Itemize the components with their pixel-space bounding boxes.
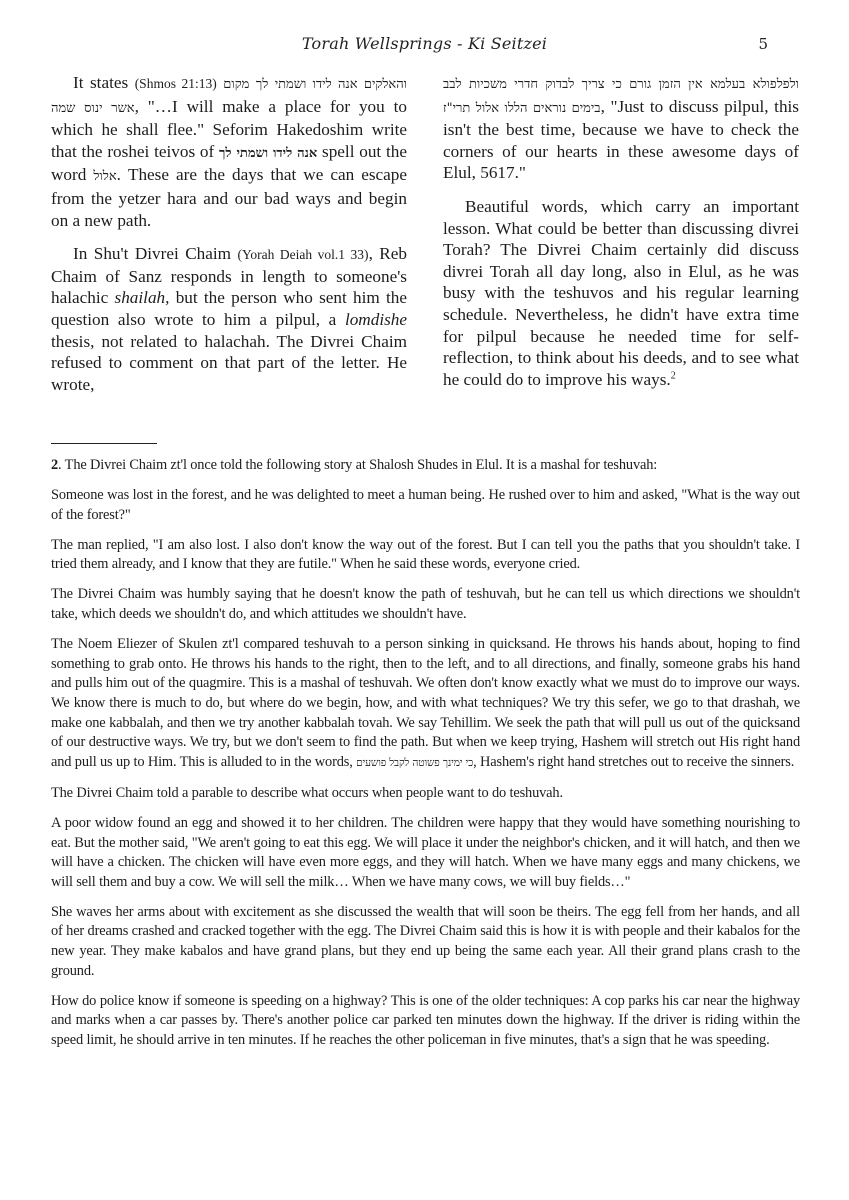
paragraph-beautiful-words bbox=[443, 196, 799, 390]
source-reference: (Yorah Deiah vol.1 33) bbox=[237, 247, 369, 263]
paragraph-text: . These are the days that we can escape from the yetzer hara and our bad ways and begin on a new path. bbox=[51, 165, 408, 230]
footnotes-section bbox=[51, 456, 800, 1061]
right-column bbox=[443, 72, 799, 402]
footnote-text: . The Divrei Chaim zt'l once told the following story at Shalosh Shudes in Elul. It is a mashal for teshuvah: bbox=[58, 457, 658, 473]
hebrew-word: אלול bbox=[93, 169, 117, 185]
footnote-text: The Noem Eliezer of Skulen zt'l compared teshuvah to a person sinking in quicksand. He throws his hands about, hoping to find something to grab onto. He throws his hands to the right, then to the left, and to all directions, and finally, someone grabs his hand and pulls him out of the quagmire. This is a mashal of teshuvah. We often don't know exactly what we must do to improve our ways. We know there is much to do, but where do we begin, how, and with what techniques? We try this sefer, we go to that drashah, we make one kabbalah, and then we try another kabbalah tovah. We say Tehillim. We seek the path that will pull us out of the quicksand of our destructive ways. We try, but we don't seem to find the path. But when we keep trying, Hashem will stretch out His right hand and pull us up to Him. This is alluded to in the words, bbox=[51, 636, 800, 770]
italic-term: shailah, bbox=[114, 288, 170, 308]
hebrew-quote: ולפלפולא בעלמא אין הזמן גורם כי צריך לבדוק חדרי משכיות לבב בימים נוראים הללו אלול תרי"ז bbox=[443, 77, 799, 116]
paragraph-text: It states bbox=[73, 73, 135, 92]
paragraph-text: but the person who sent him the question also wrote to him a pilpul, a bbox=[51, 288, 407, 329]
paragraph-text: , "…I will make a place for you to which he shall flee." Seforim Hakedoshim write that the roshei teivos of bbox=[51, 96, 407, 161]
hebrew-quote: מקום אשר ינוס שמה bbox=[51, 77, 250, 116]
left-column bbox=[51, 72, 407, 407]
paragraph-divrei-chaim-letter bbox=[443, 72, 799, 184]
paragraph-text: , Reb Chaim of Sanz responds in length to someone's halachic bbox=[51, 244, 407, 308]
paragraph-text: Beautiful words, which carry an important lesson. What could be better than discussing divrei Torah? The Divrei Chaim certainly did discuss divrei Torah all day long, also in Elul, as he was busy with the teshuvos and his regular learning schedule. Nevertheless, he didn't have extra time for pilpul because he needed time for self-reflection, to think about his deeds, and to see what he could do to improve his ways. bbox=[443, 196, 799, 389]
paragraph-text: spell out the word bbox=[51, 141, 407, 185]
footnote-paragraph: The Divrei Chaim told a parable to describe what occurs when people want to do teshuvah. bbox=[51, 784, 563, 801]
footnote-paragraph: The Divrei Chaim was humbly saying that he doesn't know the path of teshuvah, but he can tell us which directions we shouldn't take, which deeds we shouldn't do, and which attitudes we shouldn't have. bbox=[51, 586, 800, 623]
footnote-paragraph: She waves her arms about with excitement as she discussed the wealth that will soon be theirs. The egg fell from her hands, and all of her dreams crashed and cracked together with the egg. The Divrei Chaim said this is how it is with people and their kabalos for the new year. They make kabalos and have grand plans, but they end up being the same each year. All their grand plans crash to the ground. bbox=[51, 903, 800, 979]
paragraph-text: thesis, not related to halachah. The Divrei Chaim refused to comment on that part of the letter. He wrote, bbox=[51, 331, 407, 394]
footnote-paragraph: Someone was lost in the forest, and he was delighted to meet a human being. He rushed over to him and asked, "What is the way out of the forest?" bbox=[51, 487, 800, 523]
footnote-text: , Hashem's right hand stretches out to receive the sinners. bbox=[473, 753, 795, 770]
footnote-paragraph bbox=[51, 456, 800, 476]
paragraph-shmos-quote bbox=[51, 72, 407, 231]
hebrew-quote: אנה לידו ושמתי לך bbox=[219, 145, 318, 161]
footnote-paragraph: A poor widow found an egg and showed it to her children. The children were happy that they would have something nourishing to eat. But the mother said, "We aren't going to eat this egg. We will place it under the neighbor's chicken, and it will hatch, and then we will have a chicken. The chicken will have even more eggs, and they will hatch. When we have many eggs and many chickens, we will sell them and buy a cow. We will sell the milk… When we have many cows, we will buy fields…" bbox=[51, 814, 800, 890]
hebrew-quote: כי ימינך פשוטה לקבל פושעים bbox=[356, 756, 474, 769]
footnote-number: 2 bbox=[51, 457, 59, 473]
paragraph-text: In Shu't Divrei Chaim bbox=[73, 244, 238, 264]
footnote-paragraph: How do police know if someone is speeding on a highway? This is one of the older techniques: A cop parks his car near the highway and marks when a car passes by. There's another police car parked ten minutes down the highway. If the driver is riding within the speed limit, he should arrive in ten minutes. If he reaches the other policeman in five minutes, that's a sign that he was speeding. bbox=[51, 992, 800, 1048]
hebrew-quote: והאלקים אנה לידו ושמתי לך bbox=[255, 77, 408, 92]
source-reference: (Shmos 21:13) bbox=[134, 76, 217, 91]
footnote-reference-link[interactable]: 2 bbox=[670, 369, 676, 381]
paragraph-text: , "Just to discuss pilpul, this isn't the best time, because we have to check the corners of our hearts in these awesome days of Elul, 5617." bbox=[443, 96, 799, 183]
page-number: 5 bbox=[758, 35, 768, 53]
paragraph-divrei-chaim-responsa bbox=[51, 243, 407, 395]
footnote-separator bbox=[51, 443, 157, 444]
footnote-paragraph-noem-eliezer bbox=[51, 635, 800, 773]
running-head-title: Torah Wellsprings - Ki Seitzei bbox=[301, 34, 548, 53]
footnote-paragraph: The man replied, "I am also lost. I also don't know the way out of the forest. But I can tell you the paths that you shouldn't take. I tried them already, and I know that they are futile." When he said these words, everyone cried. bbox=[51, 536, 800, 573]
italic-term: lomdishe bbox=[344, 309, 407, 329]
